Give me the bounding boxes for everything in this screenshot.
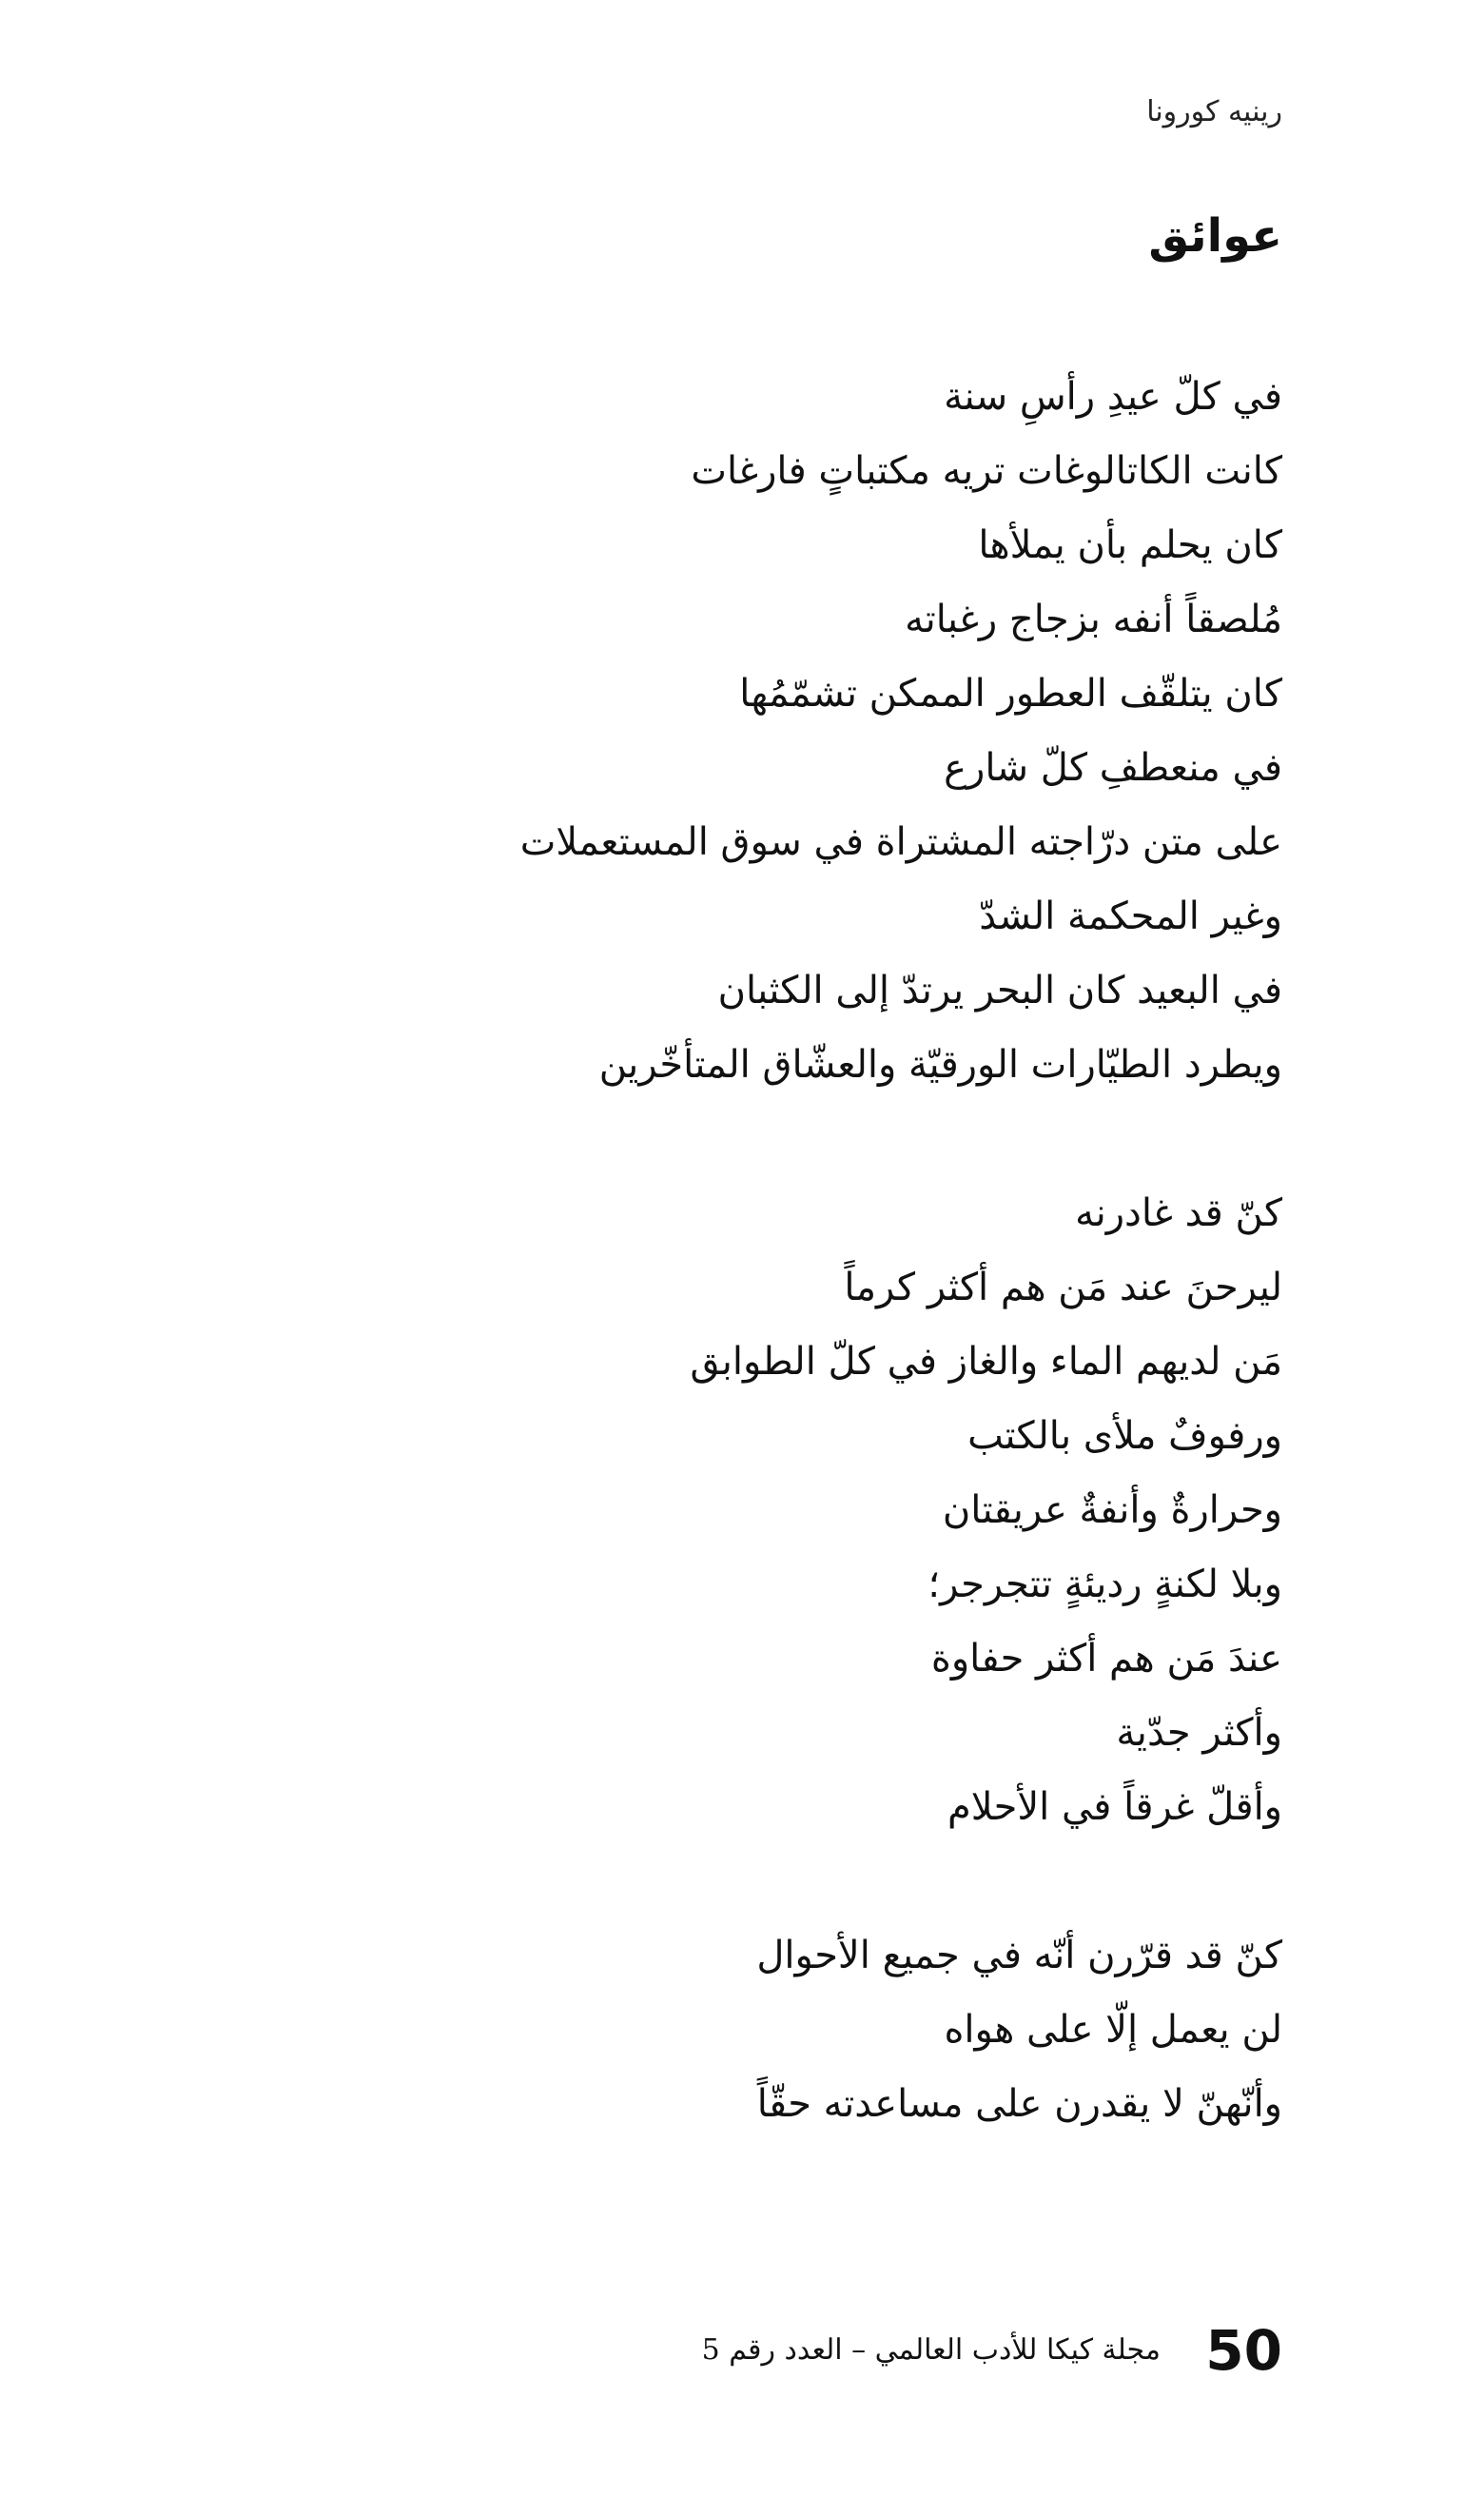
poem-line: كان يتلقّف العطور الممكن تشمّمُها [739, 672, 1282, 716]
poem-line: وأقلّ غرقاً في الأحلام [947, 1785, 1282, 1829]
poem-line: وأكثر جدّية [1116, 1711, 1282, 1755]
poem-line: وحرارةٌ وأنفةٌ عريقتان [942, 1488, 1282, 1532]
poem-line: مَن لديهم الماء والغاز في كلّ الطوابق [690, 1340, 1282, 1384]
poem-line: كنّ قد غادرنه [1075, 1191, 1282, 1235]
poem-line: كانت الكاتالوغات تريه مكتباتٍ فارغات [691, 449, 1282, 493]
poem-line: مُلصقاً أنفه بزجاج رغباته [905, 598, 1282, 641]
stanza-3 [141, 1918, 1282, 2141]
poem-title: عوائق [1148, 209, 1282, 263]
poem-body [141, 360, 1282, 2141]
poem-line: كان يحلم بأن يملأها [978, 523, 1282, 567]
running-header-author: رينيه كورونا [1146, 95, 1282, 128]
poem-line: وغير المحكمة الشدّ [979, 895, 1282, 938]
poem-line: ويطرد الطيّارات الورقيّة والعشّاق المتأخّرين [598, 1043, 1282, 1087]
journal-name: مجلة كيكا للأدب العالمي – العدد رقم 5 [701, 2333, 1161, 2367]
stanza-1 [141, 360, 1282, 1102]
poem-line: في البعيد كان البحر يرتدّ إلى الكثبان [717, 969, 1282, 1013]
poem-line: ورفوفٌ ملأى بالكتب [967, 1414, 1282, 1458]
poem-line: في كلّ عيدِ رأسِ سنة [944, 375, 1282, 419]
poem-line: في منعطفِ كلّ شارع [944, 746, 1282, 790]
poem-line: عندَ مَن هم أكثر حفاوة [930, 1637, 1282, 1681]
poem-line: لن يعمل إلّا على هواه [944, 2008, 1282, 2052]
page-footer [0, 2312, 1484, 2389]
poem-line: وأنّهنّ لا يقدرن على مساعدته حقّاً [756, 2082, 1282, 2126]
poem-line: ليرحنَ عند مَن هم أكثر كرماً [844, 1266, 1282, 1309]
page-number: 50 [1205, 2318, 1282, 2383]
poem-line: كنّ قد قرّرن أنّه في جميع الأحوال [756, 1934, 1282, 1977]
poem-line: وبلا لكنةٍ رديئةٍ تتجرجر؛ [928, 1563, 1282, 1606]
poem-line: على متن درّاجته المشتراة في سوق المستعملات [519, 820, 1282, 864]
stanza-2 [141, 1176, 1282, 1844]
